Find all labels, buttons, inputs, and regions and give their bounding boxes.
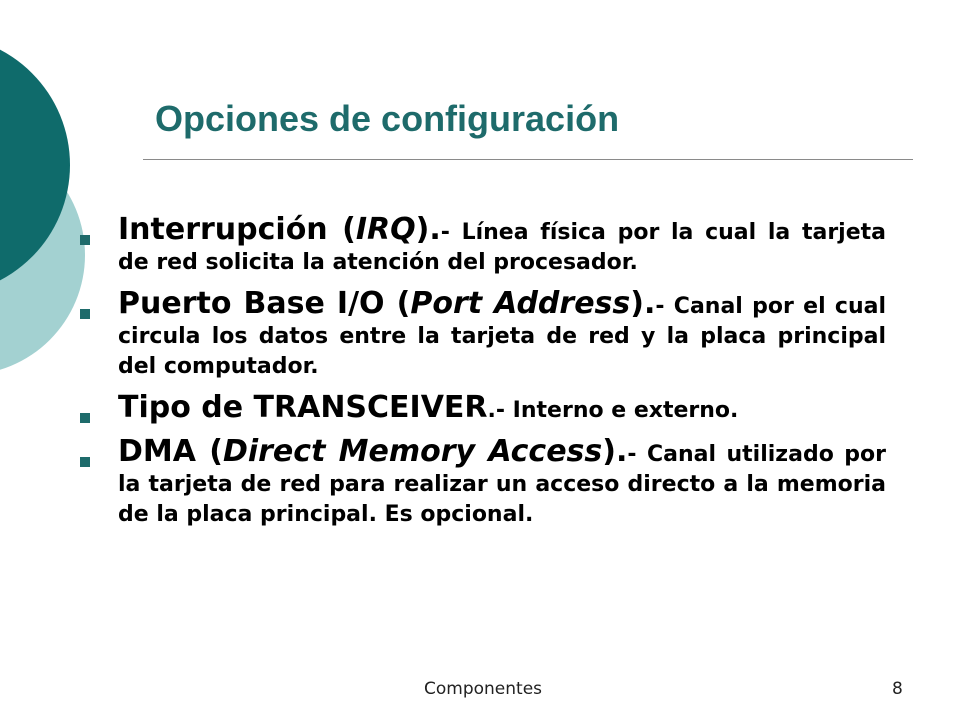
bullet-text bbox=[118, 287, 886, 382]
bullet-heading-part: DMA ( bbox=[118, 434, 223, 469]
bullet-heading-italic: Port Address bbox=[410, 286, 631, 321]
bullet-heading-italic: IRQ bbox=[355, 212, 416, 247]
bullet-body: - Línea física por la cual la tarjeta de red solicita la atención del procesador. bbox=[118, 220, 886, 275]
dark-circle bbox=[0, 35, 70, 295]
bullet-heading-part: ). bbox=[602, 434, 628, 469]
bullet-list bbox=[76, 213, 886, 539]
bullet-item-dma bbox=[76, 435, 886, 530]
bullet-heading: Tipo de TRANSCEIVER bbox=[118, 390, 488, 425]
bullet-heading bbox=[118, 434, 627, 469]
bullet-body: - Canal utilizado por la tarjeta de red para realizar un acceso directo a la memoria de la placa principal. Es opcional. bbox=[118, 442, 886, 527]
title-underline bbox=[143, 159, 913, 160]
square-bullet-icon bbox=[80, 309, 90, 319]
square-bullet-icon bbox=[80, 235, 90, 245]
bullet-heading-part: Interrupción ( bbox=[118, 212, 356, 247]
square-bullet-icon bbox=[80, 413, 90, 423]
footer-text: Componentes bbox=[424, 679, 543, 699]
bullet-heading-part: ). bbox=[630, 286, 656, 321]
bullet-item-transceiver bbox=[76, 391, 886, 426]
bullet-text bbox=[118, 435, 886, 530]
bullet-text bbox=[118, 391, 886, 426]
bullet-body: - Canal por el cual circula los datos entre la tarjeta de red y la placa principal del computador. bbox=[118, 294, 887, 379]
bullet-item-irq bbox=[76, 213, 886, 278]
bullet-heading bbox=[118, 286, 655, 321]
bullet-heading-part: ). bbox=[415, 212, 441, 247]
bullet-heading bbox=[118, 212, 441, 247]
bullet-heading-part: Puerto Base I/O ( bbox=[118, 286, 411, 321]
light-circle bbox=[0, 135, 85, 375]
square-bullet-icon bbox=[80, 457, 90, 467]
bullet-text bbox=[118, 213, 886, 278]
bullet-body: .- Interno e externo. bbox=[487, 398, 739, 423]
slide-title: Opciones de configuración bbox=[155, 98, 620, 139]
page-number: 8 bbox=[892, 679, 903, 699]
bullet-item-port bbox=[76, 287, 886, 382]
bullet-heading-italic: Direct Memory Access bbox=[222, 434, 603, 469]
